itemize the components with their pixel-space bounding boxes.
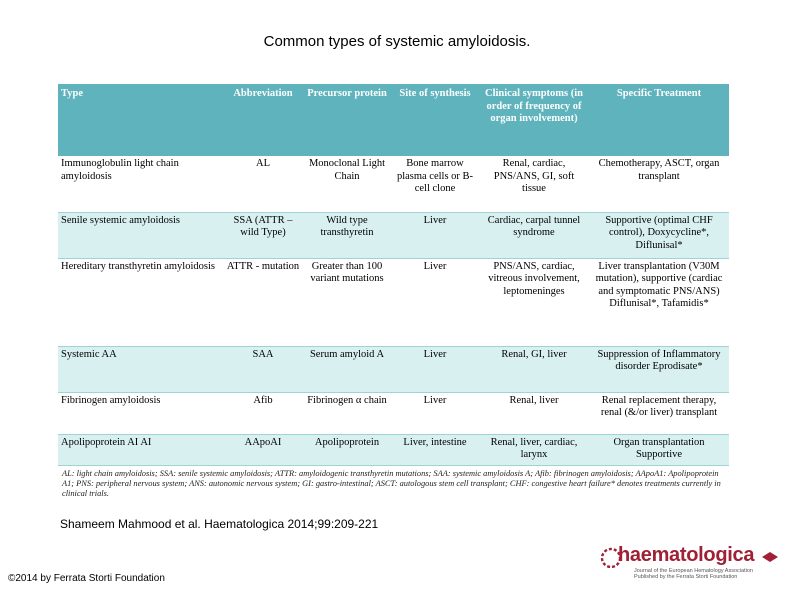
cell-type: Fibrinogen amyloidosis: [58, 392, 223, 434]
logo-subline-2: Published by the Ferrata Storti Foundation: [634, 574, 738, 580]
table-header-row: [58, 84, 729, 156]
header-abbreviation: Abbreviation: [223, 84, 303, 156]
cell-type: Immunoglobulin light chain amyloidosis: [58, 156, 223, 212]
cell-symptoms: Renal, cardiac, PNS/ANS, GI, soft tissue: [479, 156, 589, 212]
table-row: [58, 392, 729, 434]
logo-subline-1: Journal of the European Hematology Association: [634, 568, 753, 574]
cell-symptoms: Renal, liver, cardiac, larynx: [479, 434, 589, 465]
slide-title: Common types of systemic amyloidosis.: [263, 33, 531, 50]
cell-precursor: Fibrinogen α chain: [303, 392, 391, 434]
cell-abbreviation: AL: [223, 156, 303, 212]
cell-treatment: Organ transplantation Supportive: [589, 434, 729, 465]
society-mark-icon: [760, 550, 780, 564]
table-row: [58, 156, 729, 212]
cell-treatment: Suppression of Inflammatory disorder Eprodisate*: [589, 346, 729, 392]
amyloidosis-table-figure: [58, 84, 729, 499]
header-precursor-protein: Precursor protein: [303, 84, 391, 156]
cell-site: Liver: [391, 346, 479, 392]
cell-symptoms: Renal, liver: [479, 392, 589, 434]
table-row: [58, 434, 729, 465]
cell-symptoms: Renal, GI, liver: [479, 346, 589, 392]
logo-wordmark: haematologica: [618, 544, 755, 566]
cell-site: Liver: [391, 258, 479, 346]
header-site-of-synthesis: Site of synthesis: [391, 84, 479, 156]
cell-abbreviation: SAA: [223, 346, 303, 392]
cell-type: Hereditary transthyretin amyloidosis: [58, 258, 223, 346]
cell-abbreviation: Afib: [223, 392, 303, 434]
cell-site: Liver, intestine: [391, 434, 479, 465]
cell-treatment: Supportive (optimal CHF control), Doxycycline*, Diflunisal*: [589, 212, 729, 258]
cell-site: Liver: [391, 212, 479, 258]
citation: Shameem Mahmood et al. Haematologica 2014;99:209-221: [60, 517, 379, 531]
header-specific-treatment: Specific Treatment: [589, 84, 729, 156]
cell-type: Apolipoprotein AI AI: [58, 434, 223, 465]
table-row: [58, 346, 729, 392]
cell-type: Senile systemic amyloidosis: [58, 212, 223, 258]
table-row: [58, 212, 729, 258]
cell-abbreviation: SSA (ATTR – wild Type): [223, 212, 303, 258]
cell-precursor: Apolipoprotein: [303, 434, 391, 465]
cell-abbreviation: AApoAI: [223, 434, 303, 465]
cell-symptoms: Cardiac, carpal tunnel syndrome: [479, 212, 589, 258]
cell-site: Bone marrow plasma cells or B-cell clone: [391, 156, 479, 212]
table-row: [58, 258, 729, 346]
cell-precursor: Serum amyloid A: [303, 346, 391, 392]
table-footnote: AL: light chain amyloidosis; SSA: senile systemic amyloidosis; ATTR: amyloidogenic transthyretin mutations; SAA: systemic amyloidosis A; Afib: fibrinogen amyloidosis; AApoA1: Apolipoprotein A1; PNS: peripheral nervous system; ANS: autonomic nervous system; GI: gastro-intestinal; ASCT: autologous stem cell transplant; CHF: congestive heart failure* denotes treatments currently in clinical trials.: [58, 466, 729, 499]
cell-treatment: Chemotherapy, ASCT, organ transplant: [589, 156, 729, 212]
cell-abbreviation: ATTR - mutation: [223, 258, 303, 346]
cell-type: Systemic AA: [58, 346, 223, 392]
cell-site: Liver: [391, 392, 479, 434]
header-clinical-symptoms: Clinical symptoms (in order of frequency of organ involvement): [479, 84, 589, 156]
cell-treatment: Liver transplantation (V30M mutation), supportive (cardiac and symptomatic PNS/ANS) Diflunisal*, Tafamidis*: [589, 258, 729, 346]
cell-precursor: Monoclonal Light Chain: [303, 156, 391, 212]
amyloidosis-table: [58, 84, 729, 466]
cell-precursor: Wild type transthyretin: [303, 212, 391, 258]
copyright: ©2014 by Ferrata Storti Foundation: [8, 573, 165, 584]
cell-symptoms: PNS/ANS, cardiac, vitreous involvement, leptomeninges: [479, 258, 589, 346]
cell-treatment: Renal replacement therapy, renal (&/or liver) transplant: [589, 392, 729, 434]
cell-precursor: Greater than 100 variant mutations: [303, 258, 391, 346]
haematologica-logo: [600, 544, 790, 578]
header-type: Type: [58, 84, 223, 156]
